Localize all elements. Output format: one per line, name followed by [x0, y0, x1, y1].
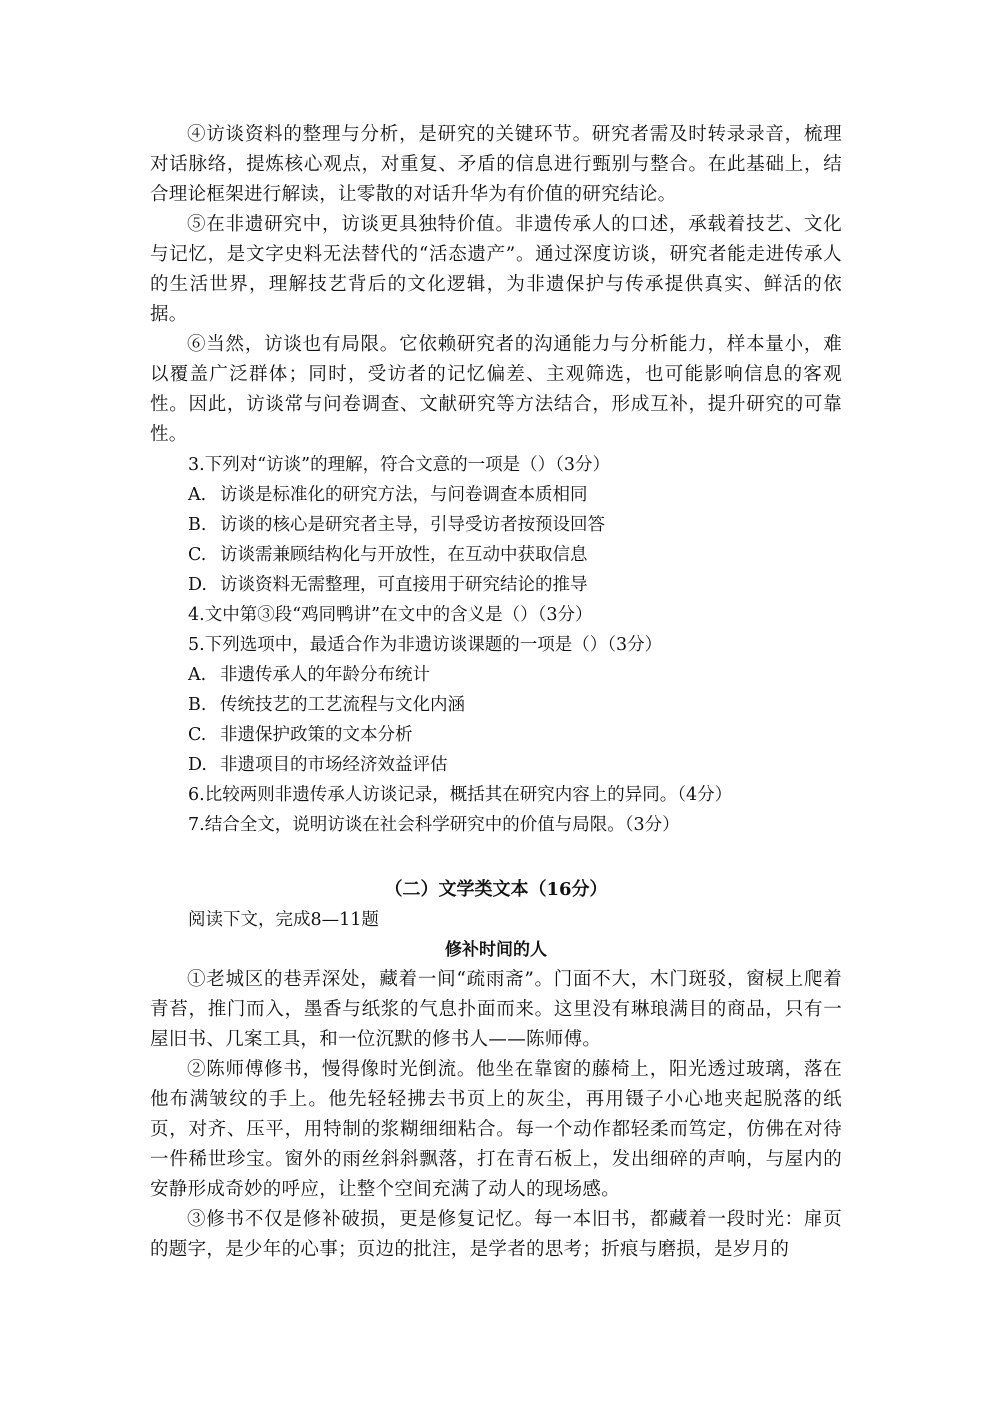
- option-text: 非遗传承人的年龄分布统计: [220, 665, 430, 685]
- option-letter: A.: [188, 665, 207, 685]
- exam-page: [150, 120, 842, 1265]
- question-5-option-a: [150, 660, 842, 690]
- option-letter: A.: [188, 485, 207, 505]
- question-6: 6.比较两则非遗传承人访谈记录，概括其在研究内容上的异同。（4分）: [188, 785, 733, 805]
- option-letter: D.: [188, 575, 207, 595]
- paragraph-6: ⑥当然，访谈也有局限。它依赖研究者的沟通能力与分析能力，样本量小，难以覆盖广泛群体；同时，受访者的记忆偏差、主观筛选，也可能影响信息的客观性。因此，访谈常与问卷调查、文献研究等方法结合，形成互补，提升研究的可靠性。: [150, 334, 842, 445]
- question-3-option-d: [150, 570, 842, 600]
- article-title: 修补时间的人: [445, 940, 547, 960]
- story-paragraph-3: ③修书不仅是修补破损，更是修复记忆。每一本旧书，都藏着一段时光：扉页的题字，是少年的心事；页边的批注，是学者的思考；折痕与磨损，是岁月的: [150, 1209, 842, 1260]
- option-text: 传统技艺的工艺流程与文化内涵: [220, 695, 465, 715]
- question-4: 4.文中第③段“鸡同鸭讲”在文中的含义是（）（3分）: [188, 605, 593, 625]
- option-text: 访谈资料无需整理，可直接用于研究结论的推导: [220, 575, 588, 595]
- option-letter: D.: [188, 755, 207, 775]
- question-5-option-b: [150, 690, 842, 720]
- question-3-option-b: [150, 510, 842, 540]
- story-paragraph-1: ①老城区的巷弄深处，藏着一间“疏雨斋”。门面不大，木门斑驳，窗棂上爬着青苔，推门而入，墨香与纸浆的气息扑面而来。这里没有琳琅满目的商品，只有一屋旧书、几案工具，和一位沉默的修书人——陈师傅。: [150, 969, 842, 1050]
- section-title: （二）文学类文本（16分）: [384, 879, 608, 900]
- option-letter: C.: [188, 725, 207, 745]
- option-text: 访谈需兼顾结构化与开放性，在互动中获取信息: [220, 545, 588, 565]
- question-5-option-c: [150, 720, 842, 750]
- option-letter: B.: [188, 515, 207, 535]
- paragraph-5: ⑤在非遗研究中，访谈更具独特价值。非遗传承人的口述，承载着技艺、文化与记忆，是文字史料无法替代的“活态遗产”。通过深度访谈，研究者能走进传承人的生活世界，理解技艺背后的文化逻辑，为非遗保护与传承提供真实、鲜活的依据。: [150, 214, 842, 325]
- option-text: 非遗保护政策的文本分析: [220, 725, 413, 745]
- story-paragraph-2: ②陈师傅修书，慢得像时光倒流。他坐在靠窗的藤椅上，阳光透过玻璃，落在他布满皱纹的手上。他先轻轻拂去书页上的灰尘，再用镊子小心地夹起脱落的纸页，对齐、压平，用特制的浆糊细细粘合。每一个动作都轻柔而笃定，仿佛在对待一件稀世珍宝。窗外的雨丝斜斜飘落，打在青石板上，发出细碎的声响，与屋内的安静形成奇妙的呼应，让整个空间充满了动人的现场感。: [150, 1059, 842, 1200]
- option-letter: B.: [188, 695, 207, 715]
- reading-instruction: 阅读下文，完成8—11题: [188, 910, 379, 930]
- option-letter: C.: [188, 545, 207, 565]
- question-5-option-d: [150, 750, 842, 780]
- question-7: 7.结合全文，说明访谈在社会科学研究中的价值与局限。（3分）: [188, 815, 680, 835]
- option-text: 访谈的核心是研究者主导，引导受访者按预设回答: [220, 515, 605, 535]
- option-text: 非遗项目的市场经济效益评估: [220, 755, 448, 775]
- option-text: 访谈是标准化的研究方法，与问卷调查本质相同: [220, 485, 588, 505]
- paragraph-4: ④访谈资料的整理与分析，是研究的关键环节。研究者需及时转录录音，梳理对话脉络，提炼核心观点，对重复、矛盾的信息进行甄别与整合。在此基础上，结合理论框架进行解读，让零散的对话升华为有价值的研究结论。: [150, 124, 842, 205]
- question-5: 5.下列选项中，最适合作为非遗访谈课题的一项是（）（3分）: [188, 635, 663, 655]
- question-3: 3.下列对“访谈”的理解，符合文意的一项是（）（3分）: [188, 455, 610, 475]
- question-3-option-a: [150, 480, 842, 510]
- question-3-option-c: [150, 540, 842, 570]
